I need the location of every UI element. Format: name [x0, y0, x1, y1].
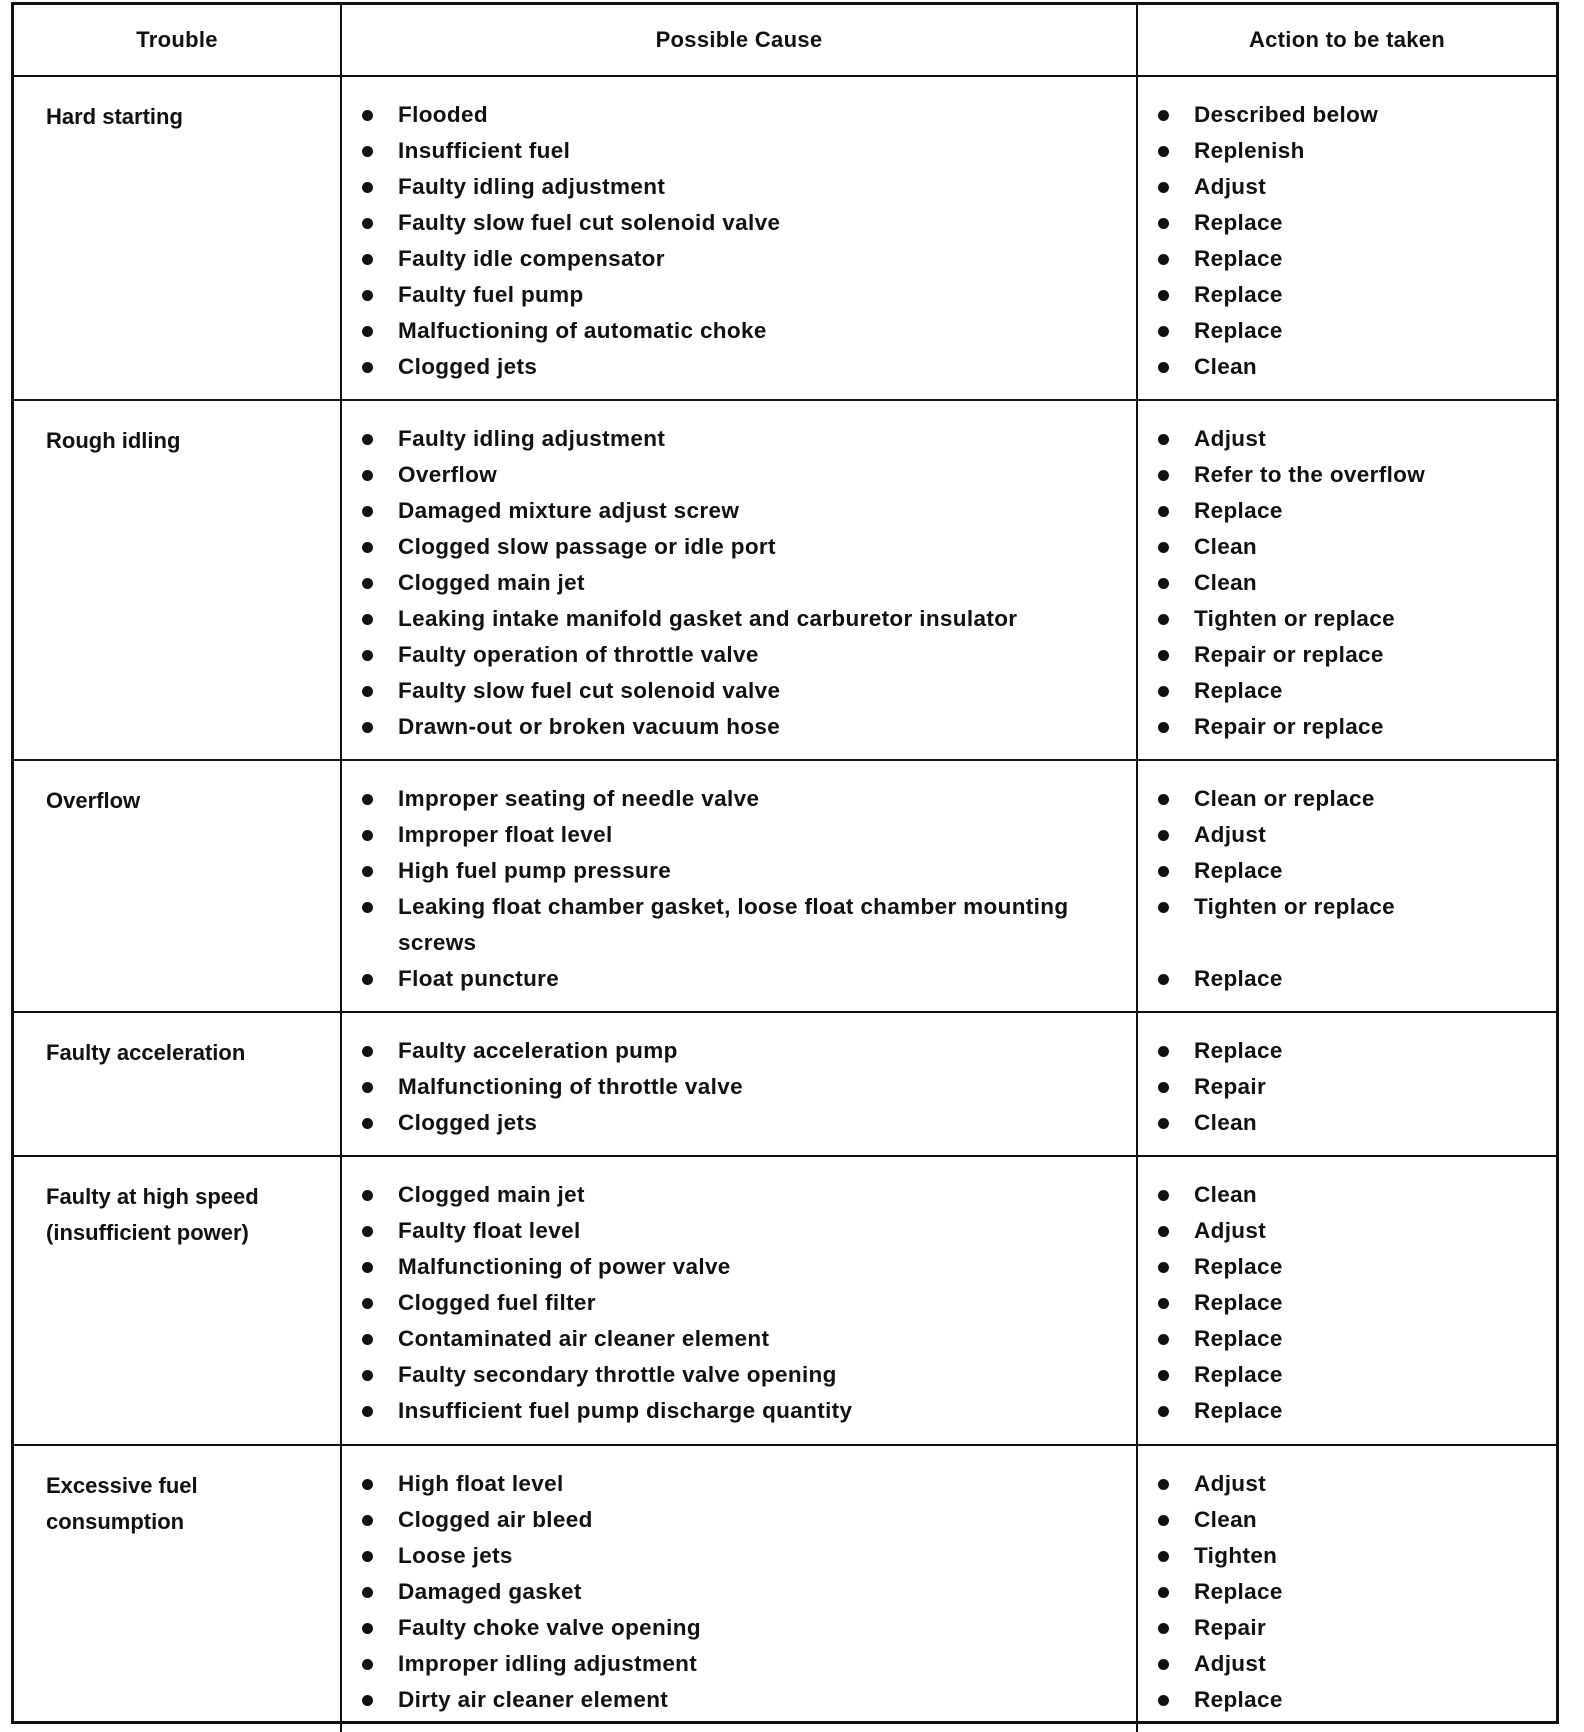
bullet-icon: [1158, 1370, 1169, 1381]
cause-item: [360, 1574, 1128, 1610]
cause-text: Clogged main jet: [398, 1182, 585, 1207]
cause-text: Faulty fuel pump: [398, 282, 584, 307]
cause-item: [360, 1213, 1128, 1249]
bullet-icon: [362, 1190, 373, 1201]
action-item: [1156, 1213, 1548, 1249]
action-text: Adjust: [1194, 426, 1267, 451]
cause-item: [360, 1321, 1128, 1357]
action-item: [1156, 493, 1548, 529]
bullet-icon: [1158, 866, 1169, 877]
action-text: Adjust: [1194, 822, 1267, 847]
trouble-cell: Rough idling: [14, 400, 341, 760]
cause-item: [360, 673, 1128, 709]
table-row: [14, 760, 1556, 1012]
bullet-icon: [362, 1515, 373, 1526]
bullet-icon: [1158, 326, 1169, 337]
action-item: [1156, 1069, 1548, 1105]
bullet-icon: [362, 362, 373, 373]
action-item: [1156, 1502, 1548, 1538]
action-text: Replace: [1194, 318, 1283, 343]
bullet-icon: [362, 830, 373, 841]
cause-text: Drawn-out or broken vacuum hose: [398, 714, 781, 739]
cause-item: [360, 1646, 1128, 1682]
action-cell: [1137, 76, 1556, 400]
action-text: Replace: [1194, 1326, 1283, 1351]
cause-item: [360, 709, 1128, 745]
bullet-icon: [1158, 686, 1169, 697]
action-item: [1156, 1177, 1548, 1213]
cause-text: Clogged jets: [398, 354, 538, 379]
bullet-icon: [362, 506, 373, 517]
cause-text: Malfunctioning of throttle valve: [398, 1074, 743, 1099]
action-text: Replace: [1194, 1687, 1283, 1712]
bullet-icon: [362, 1118, 373, 1129]
action-text: Replace: [1194, 1362, 1283, 1387]
table-row: [14, 76, 1556, 400]
action-item: [1156, 205, 1548, 241]
bullet-icon: [362, 1046, 373, 1057]
cause-text: Insufficient fuel: [398, 138, 571, 163]
action-item: [1156, 1033, 1548, 1069]
action-item: [1156, 169, 1548, 205]
bullet-icon: [362, 1298, 373, 1309]
action-text: Clean: [1194, 534, 1258, 559]
cause-item: [360, 961, 1128, 997]
cause-item: [360, 1682, 1128, 1718]
action-text: Clean: [1194, 1182, 1258, 1207]
bullet-icon: [1158, 434, 1169, 445]
bullet-icon: [362, 650, 373, 661]
cause-text: Contaminated air cleaner element: [398, 1326, 770, 1351]
bullet-icon: [1158, 1046, 1169, 1057]
bullet-icon: [1158, 254, 1169, 265]
trouble-cell: Faulty at high speed (insufficient power): [14, 1156, 341, 1445]
bullet-icon: [362, 902, 373, 913]
action-item: [1156, 889, 1548, 961]
cause-text: Float puncture: [398, 966, 560, 991]
bullet-icon: [1158, 1082, 1169, 1093]
action-text: Clean: [1194, 1507, 1258, 1532]
cause-text: Malfunctioning of power valve: [398, 1254, 731, 1279]
cause-text: Damaged mixture adjust screw: [398, 498, 740, 523]
cause-item: [360, 349, 1128, 385]
bullet-icon: [1158, 1515, 1169, 1526]
cause-item: [360, 817, 1128, 853]
action-text: Adjust: [1194, 1651, 1267, 1676]
bullet-icon: [362, 1334, 373, 1345]
cause-item: [360, 241, 1128, 277]
bullet-icon: [1158, 722, 1169, 733]
action-item: [1156, 1682, 1548, 1718]
cause-item: [360, 781, 1128, 817]
bullet-icon: [362, 434, 373, 445]
bullet-icon: [1158, 1659, 1169, 1670]
cause-item: [360, 1393, 1128, 1429]
cause-text: Leaking float chamber gasket, loose float chamber mounting screws: [398, 894, 1069, 955]
bullet-icon: [1158, 218, 1169, 229]
cause-item: [360, 1177, 1128, 1213]
cause-item: [360, 889, 1128, 961]
table-body: [14, 76, 1556, 1732]
bullet-icon: [362, 542, 373, 553]
action-item: [1156, 817, 1548, 853]
bullet-icon: [1158, 578, 1169, 589]
cause-text: Clogged jets: [398, 1110, 538, 1135]
cause-item: [360, 1033, 1128, 1069]
bullet-icon: [362, 974, 373, 985]
bullet-icon: [1158, 110, 1169, 121]
action-text: Clean or replace: [1194, 786, 1375, 811]
bullet-icon: [1158, 1623, 1169, 1634]
cause-item: [360, 277, 1128, 313]
action-item: [1156, 853, 1548, 889]
cause-item: [360, 133, 1128, 169]
action-text: Replace: [1194, 1290, 1283, 1315]
action-text: Replace: [1194, 246, 1283, 271]
bullet-icon: [362, 866, 373, 877]
cause-text: Loose jets: [398, 1543, 513, 1568]
bullet-icon: [1158, 146, 1169, 157]
cause-text: Clogged slow passage or idle port: [398, 534, 776, 559]
cause-text: Clogged fuel filter: [398, 1290, 596, 1315]
action-text: Replace: [1194, 1398, 1283, 1423]
cause-text: Faulty slow fuel cut solenoid valve: [398, 210, 781, 235]
bullet-icon: [1158, 1226, 1169, 1237]
troubleshooting-table-frame: [11, 2, 1559, 1724]
bullet-icon: [362, 1695, 373, 1706]
bullet-icon: [1158, 362, 1169, 373]
cause-text: Faulty float level: [398, 1218, 581, 1243]
cause-item: [360, 97, 1128, 133]
bullet-icon: [1158, 1190, 1169, 1201]
bullet-icon: [362, 254, 373, 265]
cause-item: [360, 1105, 1128, 1141]
cause-text: Overflow: [398, 462, 498, 487]
action-text: Replace: [1194, 858, 1283, 883]
bullet-icon: [362, 470, 373, 481]
action-text: Replace: [1194, 1038, 1283, 1063]
action-text: Repair: [1194, 1074, 1267, 1099]
cause-text: Faulty operation of throttle valve: [398, 642, 759, 667]
action-item: [1156, 277, 1548, 313]
action-text: Adjust: [1194, 174, 1267, 199]
bullet-icon: [362, 722, 373, 733]
cause-item: [360, 1069, 1128, 1105]
action-text: Tighten or replace: [1194, 894, 1395, 919]
cause-text: Insufficient fuel pump discharge quantity: [398, 1398, 853, 1423]
cause-item: [360, 1249, 1128, 1285]
cause-text: Dirty air cleaner element: [398, 1687, 669, 1712]
action-item: [1156, 1574, 1548, 1610]
bullet-icon: [362, 290, 373, 301]
header-trouble: Trouble: [14, 5, 341, 76]
bullet-icon: [1158, 830, 1169, 841]
cause-text: Flooded: [398, 102, 488, 127]
cause-item: [360, 565, 1128, 601]
bullet-icon: [362, 686, 373, 697]
bullet-icon: [1158, 650, 1169, 661]
cause-item: [360, 421, 1128, 457]
action-item: [1156, 97, 1548, 133]
bullet-icon: [1158, 974, 1169, 985]
cause-item: [360, 1538, 1128, 1574]
bullet-icon: [362, 1551, 373, 1562]
bullet-icon: [1158, 794, 1169, 805]
cause-item: [360, 529, 1128, 565]
action-item: [1156, 1249, 1548, 1285]
action-item: [1156, 1357, 1548, 1393]
cause-item: [360, 169, 1128, 205]
bullet-icon: [1158, 182, 1169, 193]
bullet-icon: [1158, 902, 1169, 913]
troubleshooting-table: [14, 5, 1556, 1732]
action-item: [1156, 1285, 1548, 1321]
cause-item: [360, 205, 1128, 241]
action-item: [1156, 1466, 1548, 1502]
action-item: [1156, 709, 1548, 745]
table-row: [14, 400, 1556, 760]
cause-text: Faulty acceleration pump: [398, 1038, 678, 1063]
bullet-icon: [1158, 1334, 1169, 1345]
bullet-icon: [362, 1623, 373, 1634]
action-item: [1156, 1538, 1548, 1574]
cause-item: [360, 457, 1128, 493]
action-item: [1156, 1646, 1548, 1682]
action-cell: [1137, 760, 1556, 1012]
cause-item: [360, 1466, 1128, 1502]
action-item: [1156, 961, 1548, 997]
action-text: Clean: [1194, 570, 1258, 595]
bullet-icon: [1158, 1587, 1169, 1598]
cause-cell: [341, 1445, 1137, 1732]
bullet-icon: [1158, 1118, 1169, 1129]
cause-item: [360, 313, 1128, 349]
action-item: [1156, 1393, 1548, 1429]
bullet-icon: [1158, 470, 1169, 481]
bullet-icon: [1158, 1551, 1169, 1562]
header-row: [14, 5, 1556, 76]
cause-text: Damaged gasket: [398, 1579, 582, 1604]
cause-cell: [341, 1012, 1137, 1156]
bullet-icon: [1158, 614, 1169, 625]
action-cell: [1137, 1156, 1556, 1445]
action-item: [1156, 133, 1548, 169]
cause-item: [360, 601, 1128, 637]
table-row: [14, 1012, 1556, 1156]
action-item: [1156, 637, 1548, 673]
header-possible-cause: Possible Cause: [341, 5, 1137, 76]
action-text: Replace: [1194, 966, 1283, 991]
action-text: Replace: [1194, 282, 1283, 307]
action-item: [1156, 673, 1548, 709]
cause-text: Faulty secondary throttle valve opening: [398, 1362, 837, 1387]
cause-text: Faulty idle compensator: [398, 246, 665, 271]
cause-cell: [341, 1156, 1137, 1445]
bullet-icon: [362, 1479, 373, 1490]
action-text: Tighten or replace: [1194, 606, 1395, 631]
action-text: Tighten: [1194, 1543, 1278, 1568]
action-text: Repair or replace: [1194, 642, 1384, 667]
bullet-icon: [362, 1406, 373, 1417]
cause-text: Faulty idling adjustment: [398, 426, 666, 451]
bullet-icon: [362, 182, 373, 193]
bullet-icon: [1158, 542, 1169, 553]
bullet-icon: [1158, 1479, 1169, 1490]
action-item: [1156, 457, 1548, 493]
action-item: [1156, 1105, 1548, 1141]
cause-text: Clogged main jet: [398, 570, 585, 595]
bullet-icon: [362, 1587, 373, 1598]
bullet-icon: [1158, 1695, 1169, 1706]
action-text: Clean: [1194, 1110, 1258, 1135]
action-text: Replace: [1194, 1579, 1283, 1604]
action-text: Replace: [1194, 498, 1283, 523]
trouble-cell: Overflow: [14, 760, 341, 1012]
action-item: [1156, 565, 1548, 601]
cause-text: Leaking intake manifold gasket and carburetor insulator: [398, 606, 1018, 631]
bullet-icon: [362, 1659, 373, 1670]
cause-item: [360, 493, 1128, 529]
bullet-icon: [362, 110, 373, 121]
bullet-icon: [362, 146, 373, 157]
action-text: Refer to the overflow: [1194, 462, 1426, 487]
cause-cell: [341, 76, 1137, 400]
action-item: [1156, 421, 1548, 457]
action-text: Adjust: [1194, 1218, 1267, 1243]
bullet-icon: [1158, 1406, 1169, 1417]
trouble-cell: Hard starting: [14, 76, 341, 400]
cause-item: [360, 853, 1128, 889]
cause-text: Malfuctioning of automatic choke: [398, 318, 767, 343]
action-text: Clean: [1194, 354, 1258, 379]
bullet-icon: [1158, 506, 1169, 517]
bullet-icon: [362, 578, 373, 589]
bullet-icon: [1158, 290, 1169, 301]
action-cell: [1137, 400, 1556, 760]
action-item: [1156, 1610, 1548, 1646]
action-text: Adjust: [1194, 1471, 1267, 1496]
cause-text: Clogged air bleed: [398, 1507, 593, 1532]
table-row: [14, 1445, 1556, 1732]
cause-item: [360, 1610, 1128, 1646]
action-item: [1156, 241, 1548, 277]
cause-text: Faulty idling adjustment: [398, 174, 666, 199]
action-item: [1156, 781, 1548, 817]
cause-item: [360, 637, 1128, 673]
action-text: Repair or replace: [1194, 714, 1384, 739]
action-item: [1156, 529, 1548, 565]
trouble-cell: Excessive fuel consumption: [14, 1445, 341, 1732]
cause-item: [360, 1357, 1128, 1393]
bullet-icon: [1158, 1262, 1169, 1273]
action-text: Replace: [1194, 1254, 1283, 1279]
action-text: Replace: [1194, 210, 1283, 235]
cause-cell: [341, 400, 1137, 760]
bullet-icon: [362, 326, 373, 337]
action-item: [1156, 1321, 1548, 1357]
cause-text: Improper idling adjustment: [398, 1651, 698, 1676]
bullet-icon: [362, 1226, 373, 1237]
cause-item: [360, 1285, 1128, 1321]
cause-text: Improper float level: [398, 822, 613, 847]
bullet-icon: [362, 1082, 373, 1093]
header-action: Action to be taken: [1137, 5, 1556, 76]
action-cell: [1137, 1012, 1556, 1156]
cause-item: [360, 1502, 1128, 1538]
action-item: [1156, 349, 1548, 385]
action-text: Replenish: [1194, 138, 1305, 163]
bullet-icon: [362, 218, 373, 229]
trouble-cell: Faulty acceleration: [14, 1012, 341, 1156]
cause-text: High float level: [398, 1471, 564, 1496]
action-cell: [1137, 1445, 1556, 1732]
bullet-icon: [362, 1370, 373, 1381]
bullet-icon: [362, 1262, 373, 1273]
action-text: Repair: [1194, 1615, 1267, 1640]
bullet-icon: [362, 614, 373, 625]
cause-text: Faulty slow fuel cut solenoid valve: [398, 678, 781, 703]
cause-text: Faulty choke valve opening: [398, 1615, 701, 1640]
action-text: Described below: [1194, 102, 1379, 127]
table-row: [14, 1156, 1556, 1445]
bullet-icon: [362, 794, 373, 805]
action-item: [1156, 601, 1548, 637]
action-item: [1156, 313, 1548, 349]
bullet-icon: [1158, 1298, 1169, 1309]
cause-text: Improper seating of needle valve: [398, 786, 760, 811]
action-text: Replace: [1194, 678, 1283, 703]
cause-text: High fuel pump pressure: [398, 858, 672, 883]
cause-cell: [341, 760, 1137, 1012]
